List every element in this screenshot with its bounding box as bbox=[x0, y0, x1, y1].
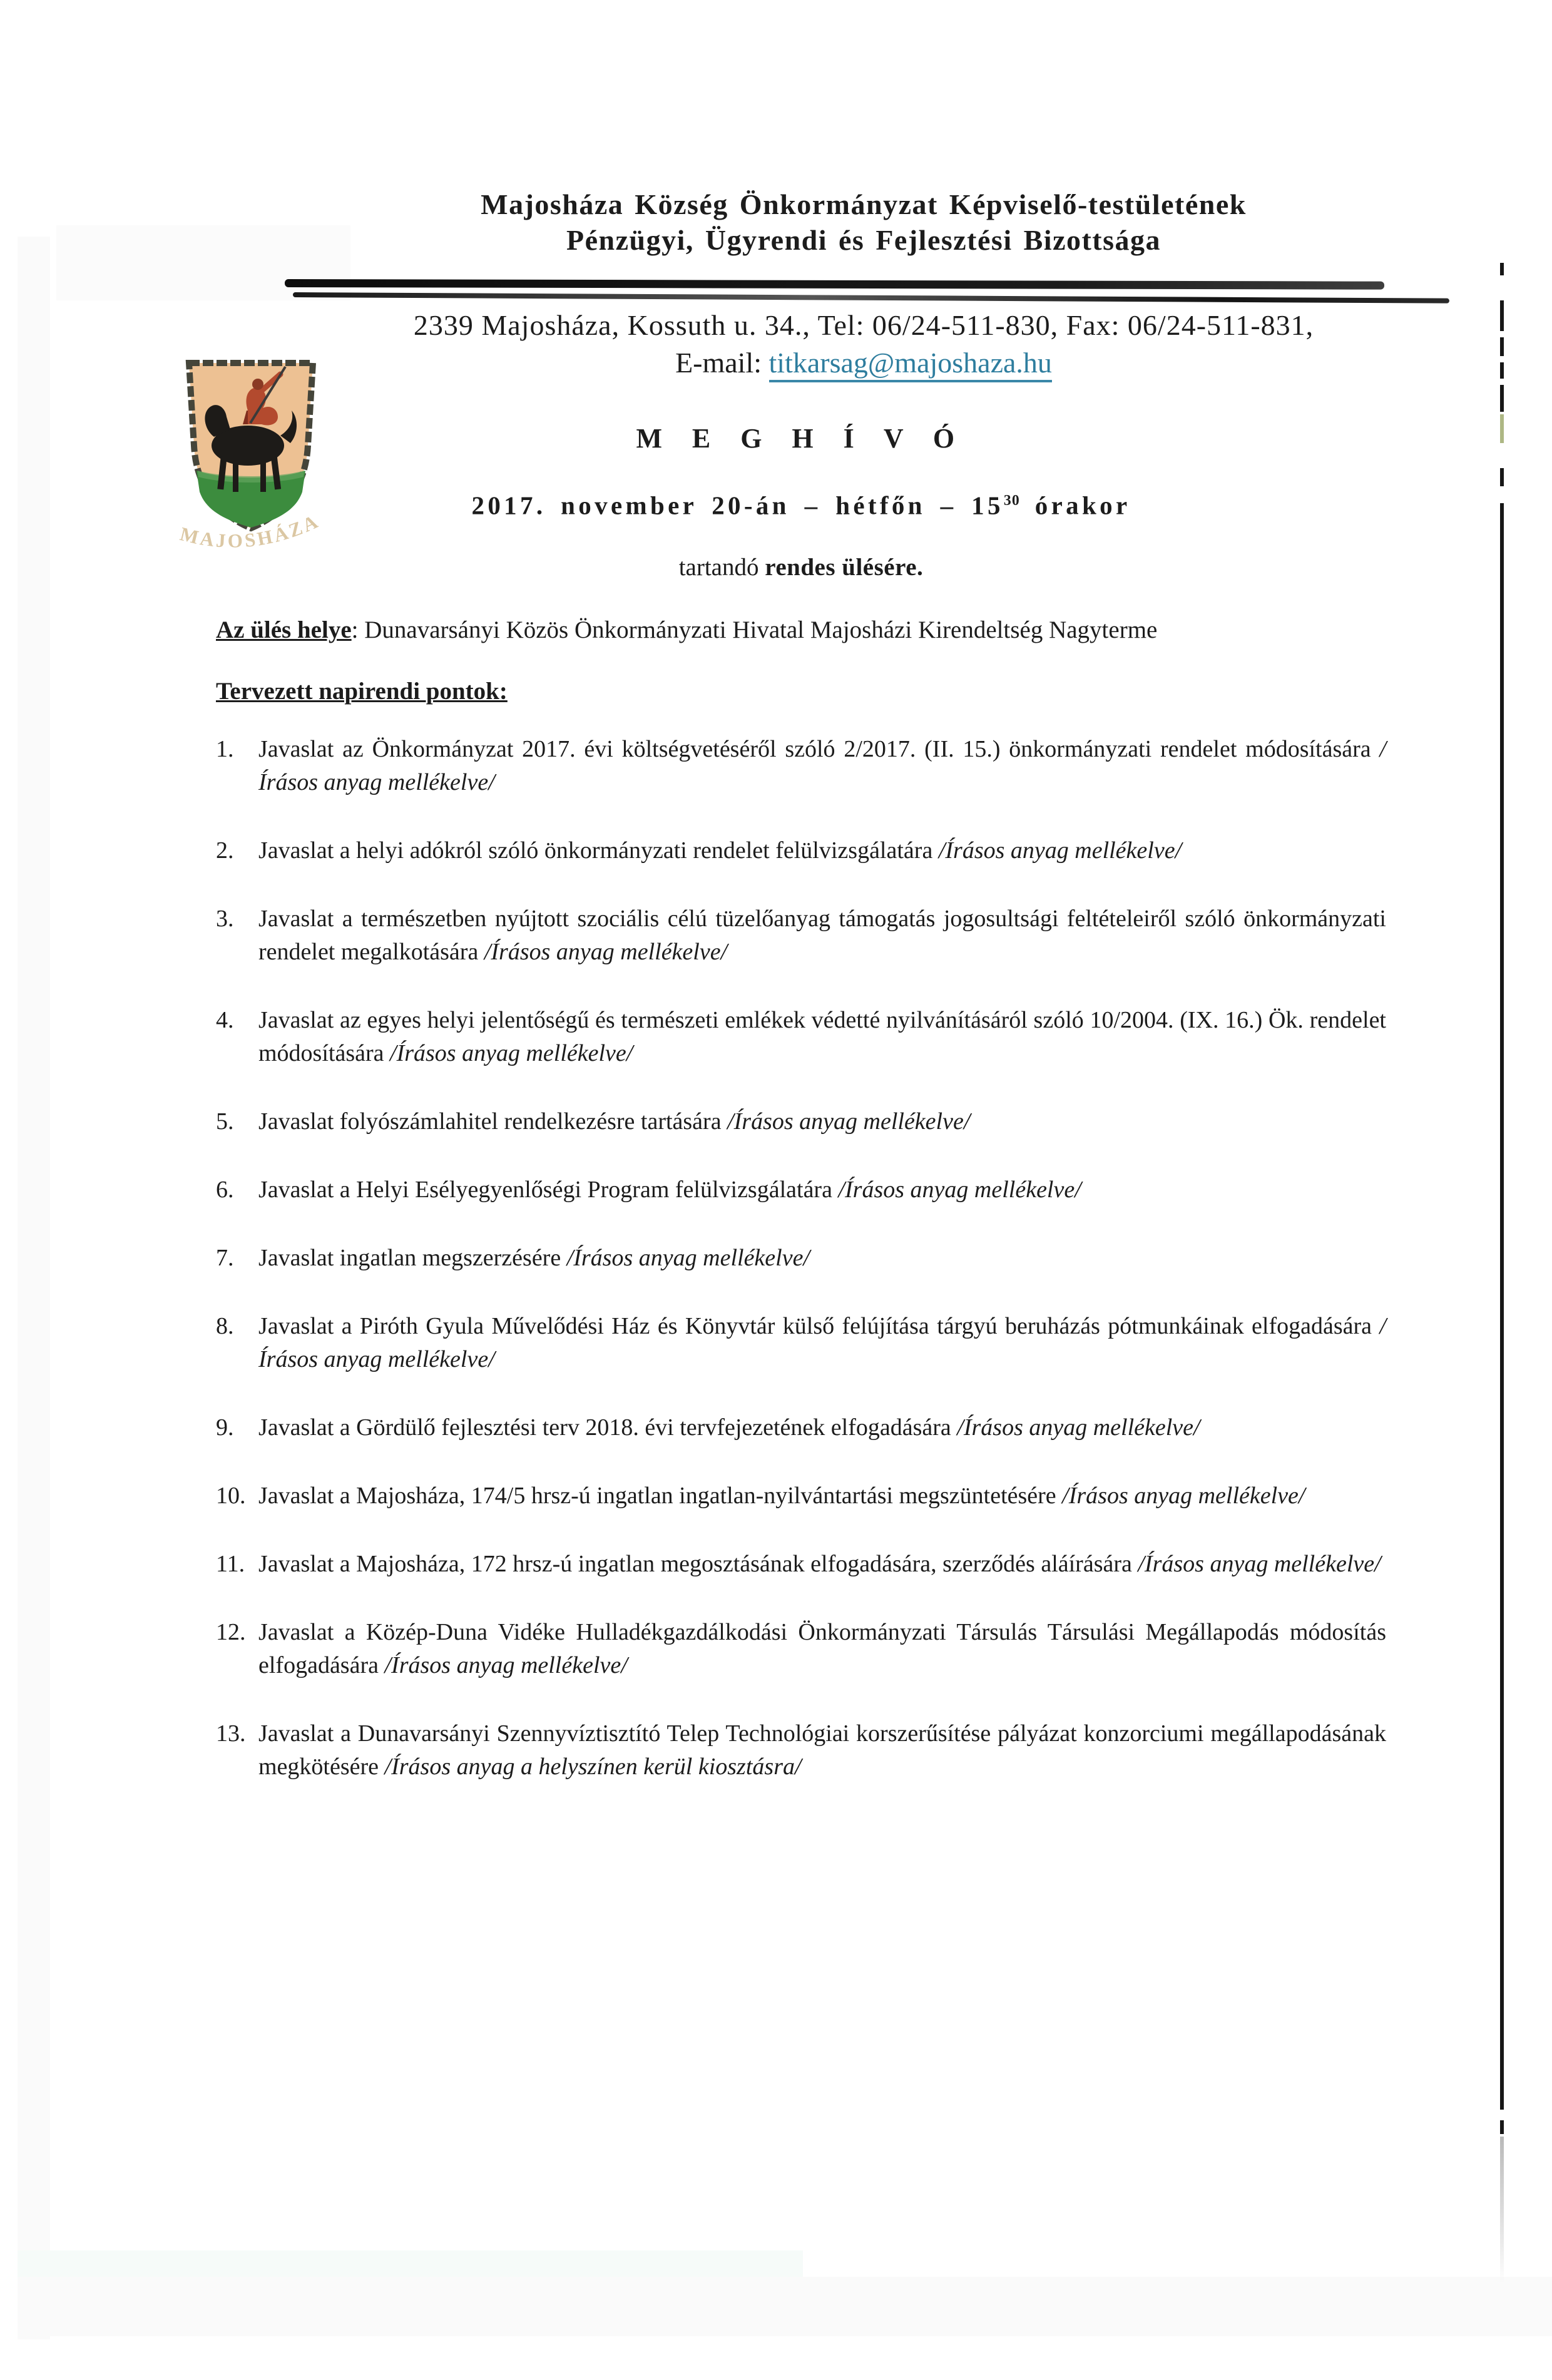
scan-edge-dash bbox=[1500, 2120, 1504, 2134]
agenda-item bbox=[216, 1717, 1386, 1784]
scan-edge-line bbox=[1500, 503, 1504, 2110]
agenda-item-attachment: /Írásos anyag mellékelve/ bbox=[484, 938, 728, 965]
agenda-item-text: Javaslat a Dunavarsányi Szennyvíztisztító Telep Technológiai korszerűsítése pályázat konzorciumi megállapodásának megkötésére /Írásos anyag a helyszínen kerül kiosztásra/ bbox=[258, 1720, 1386, 1780]
agenda-item bbox=[216, 733, 1386, 799]
agenda-item-text: Javaslat a Gördülő fejlesztési terv 2018. évi tervfejezetének elfogadására /Írásos anyag mellékelve/ bbox=[258, 1414, 1200, 1441]
agenda-item-text: Javaslat ingatlan megszerzésére /Írásos anyag mellékelve/ bbox=[258, 1244, 810, 1271]
agenda-item bbox=[216, 1479, 1386, 1513]
agenda-item-number: 13. bbox=[216, 1720, 246, 1747]
agenda-item bbox=[216, 1310, 1386, 1376]
agenda-item bbox=[216, 1548, 1386, 1581]
scan-edge-dash bbox=[1500, 362, 1504, 379]
document-title: M E G H Í V Ó bbox=[636, 423, 966, 454]
agenda-item-text: Javaslat a Helyi Esélyegyenlőségi Program felülvizsgálatára /Írásos anyag mellékelve/ bbox=[258, 1176, 1081, 1203]
agenda-item-number: 3. bbox=[216, 905, 234, 932]
letterhead-rule-top bbox=[285, 279, 1384, 290]
superscript-minutes: 30 bbox=[1003, 493, 1021, 509]
agenda-item-attachment: /Írásos anyag mellékelve/ bbox=[838, 1176, 1081, 1203]
letterhead-email-line bbox=[332, 345, 1396, 381]
scan-edge-fade bbox=[1500, 2137, 1504, 2284]
agenda-item-attachment: /Írásos anyag mellékelve/ bbox=[384, 1652, 628, 1678]
letterhead-rule-bottom bbox=[293, 292, 1449, 304]
agenda-item bbox=[216, 1616, 1386, 1682]
agenda-item-attachment: /Írásos anyag mellékelve/ bbox=[390, 1039, 633, 1066]
meeting-datetime: 2017. november 20-án – hétfőn – $15^{30}$ órakor bbox=[471, 491, 1131, 520]
scan-top-shadow bbox=[56, 225, 350, 300]
agenda-item-text: Javaslat a helyi adókról szóló önkormányzati rendelet felülvizsgálatára /Írásos anyag mellékelve/ bbox=[258, 837, 1182, 864]
agenda-item-number: 1. bbox=[216, 735, 234, 762]
agenda-item-number: 8. bbox=[216, 1312, 234, 1339]
agenda-item bbox=[216, 1004, 1386, 1070]
scan-edge-dash bbox=[1500, 300, 1504, 331]
email-link[interactable]: titkarsag@majoshaza.hu bbox=[769, 347, 1052, 382]
agenda-item-text: Javaslat a Majosháza, 172 hrsz-ú ingatlan megosztásának elfogadására, szerződés aláírására /Írásos anyag mellékelve/ bbox=[258, 1550, 1381, 1577]
meeting-type: rendes ülésére. bbox=[765, 553, 924, 581]
agenda-item-text: Javaslat az egyes helyi jelentőségű és természeti emlékek védetté nyilvánításáról szóló 10/2004. (IX. 16.) Ök. rendelet módosítására /Írásos anyag mellékelve/ bbox=[258, 1006, 1386, 1066]
agenda-item-attachment: /Írásos anyag mellékelve/ bbox=[938, 837, 1182, 864]
agenda-heading: Tervezett napirendi pontok: bbox=[216, 677, 508, 705]
agenda-item-text: Javaslat a természetben nyújtott szociális célú tüzelőanyag támogatás jogosultsági feltételeiről szóló önkormányzati rendelet megalkotására /Írásos anyag mellékelve/ bbox=[258, 905, 1386, 965]
agenda-item-text: Javaslat folyószámlahitel rendelkezésre tartására /Írásos anyag mellékelve/ bbox=[258, 1108, 971, 1135]
agenda-item-number: 12. bbox=[216, 1618, 246, 1645]
org-name-line1: Majosháza Község Önkormányzat Képviselő-testületének bbox=[481, 188, 1247, 220]
agenda-item-attachment: /Írásos anyag mellékelve/ bbox=[957, 1414, 1200, 1441]
scan-left-shadow bbox=[18, 237, 50, 2339]
agenda-item-attachment: /Írásos anyag mellékelve/ bbox=[258, 1312, 1386, 1372]
venue-line: Az ülés helye: Dunavarsányi Közös Önkormányzati Hivatal Majosházi Kirendeltség Nagyterme bbox=[216, 616, 1158, 643]
agenda-item-attachment: /Írásos anyag mellékelve/ bbox=[1062, 1482, 1305, 1509]
scan-bottom-band bbox=[18, 2250, 803, 2277]
scan-edge-dash bbox=[1500, 337, 1504, 356]
letterhead bbox=[332, 186, 1396, 258]
scan-edge-dash bbox=[1500, 468, 1504, 486]
agenda-item-attachment: /Írásos anyag mellékelve/ bbox=[727, 1108, 971, 1135]
agenda-item bbox=[216, 1105, 1386, 1138]
scanned-document-page bbox=[0, 186, 1552, 2380]
agenda-item bbox=[216, 902, 1386, 969]
agenda-item-number: 4. bbox=[216, 1006, 234, 1033]
venue-value: Dunavarsányi Közös Önkormányzati Hivatal Majosházi Kirendeltség Nagyterme bbox=[364, 616, 1158, 643]
agenda-item-number: 11. bbox=[216, 1550, 245, 1577]
agenda-item-number: 2. bbox=[216, 837, 234, 864]
agenda-item-number: 5. bbox=[216, 1108, 234, 1135]
agenda-item-number: 7. bbox=[216, 1244, 234, 1271]
logo-caption: MAJOSHÁZA bbox=[178, 509, 324, 552]
agenda-item-text: Javaslat az Önkormányzat 2017. évi költségvetéséről szóló 2/2017. (II. 15.) önkormányzati rendelet módosítására /Írásos anyag mellékelve/ bbox=[258, 735, 1386, 795]
coat-of-arms-icon bbox=[173, 350, 329, 563]
document-body bbox=[216, 421, 1386, 1784]
org-name-line2: Pénzügyi, Ügyrendi és Fejlesztési Bizottsága bbox=[566, 224, 1161, 256]
agenda-item bbox=[216, 834, 1386, 867]
agenda-item-attachment: /Írásos anyag mellékelve/ bbox=[566, 1244, 810, 1271]
agenda-item-number: 9. bbox=[216, 1414, 234, 1441]
scan-edge-dash bbox=[1500, 385, 1504, 412]
agenda-item-attachment: /Írásos anyag mellékelve/ bbox=[1138, 1550, 1381, 1577]
agenda-item-text: Javaslat a Közép-Duna Vidéke Hulladékgazdálkodási Önkormányzati Társulás Társulási Megállapodás módosítás elfogadására /Írásos anyag mellékelve/ bbox=[258, 1618, 1386, 1678]
venue-label: Az ülés helye bbox=[216, 616, 352, 643]
agenda-item-number: 6. bbox=[216, 1176, 234, 1203]
email-label: E-mail: bbox=[675, 347, 769, 379]
agenda-item-attachment: /Írásos anyag a helyszínen kerül kiosztásra/ bbox=[384, 1753, 802, 1780]
scan-edge-dash-green bbox=[1500, 414, 1504, 443]
agenda-item bbox=[216, 1173, 1386, 1207]
scan-bottom-shadow bbox=[25, 2277, 1552, 2336]
agenda-item-number: 10. bbox=[216, 1482, 246, 1509]
meeting-type-line: tartandó rendes ülésére. bbox=[678, 553, 924, 581]
agenda-item-attachment: /Írásos anyag mellékelve/ bbox=[258, 735, 1386, 795]
agenda-list bbox=[216, 733, 1386, 1784]
letterhead-address: 2339 Majosháza, Kossuth u. 34., Tel: 06/24-511-830, Fax: 06/24-511-831, bbox=[413, 309, 1314, 341]
agenda-item-text: Javaslat a Piróth Gyula Művelődési Ház és Könyvtár külső felújítása tárgyú beruházás pótmunkáinak elfogadására /Írásos anyag mellékelve/ bbox=[258, 1312, 1386, 1372]
agenda-item-text: Javaslat a Majosháza, 174/5 hrsz-ú ingatlan ingatlan-nyilvántartási megszüntetésére /Írásos anyag mellékelve/ bbox=[258, 1482, 1305, 1509]
agenda-item bbox=[216, 1411, 1386, 1444]
agenda-item bbox=[216, 1242, 1386, 1275]
scan-edge-dash bbox=[1500, 263, 1504, 275]
